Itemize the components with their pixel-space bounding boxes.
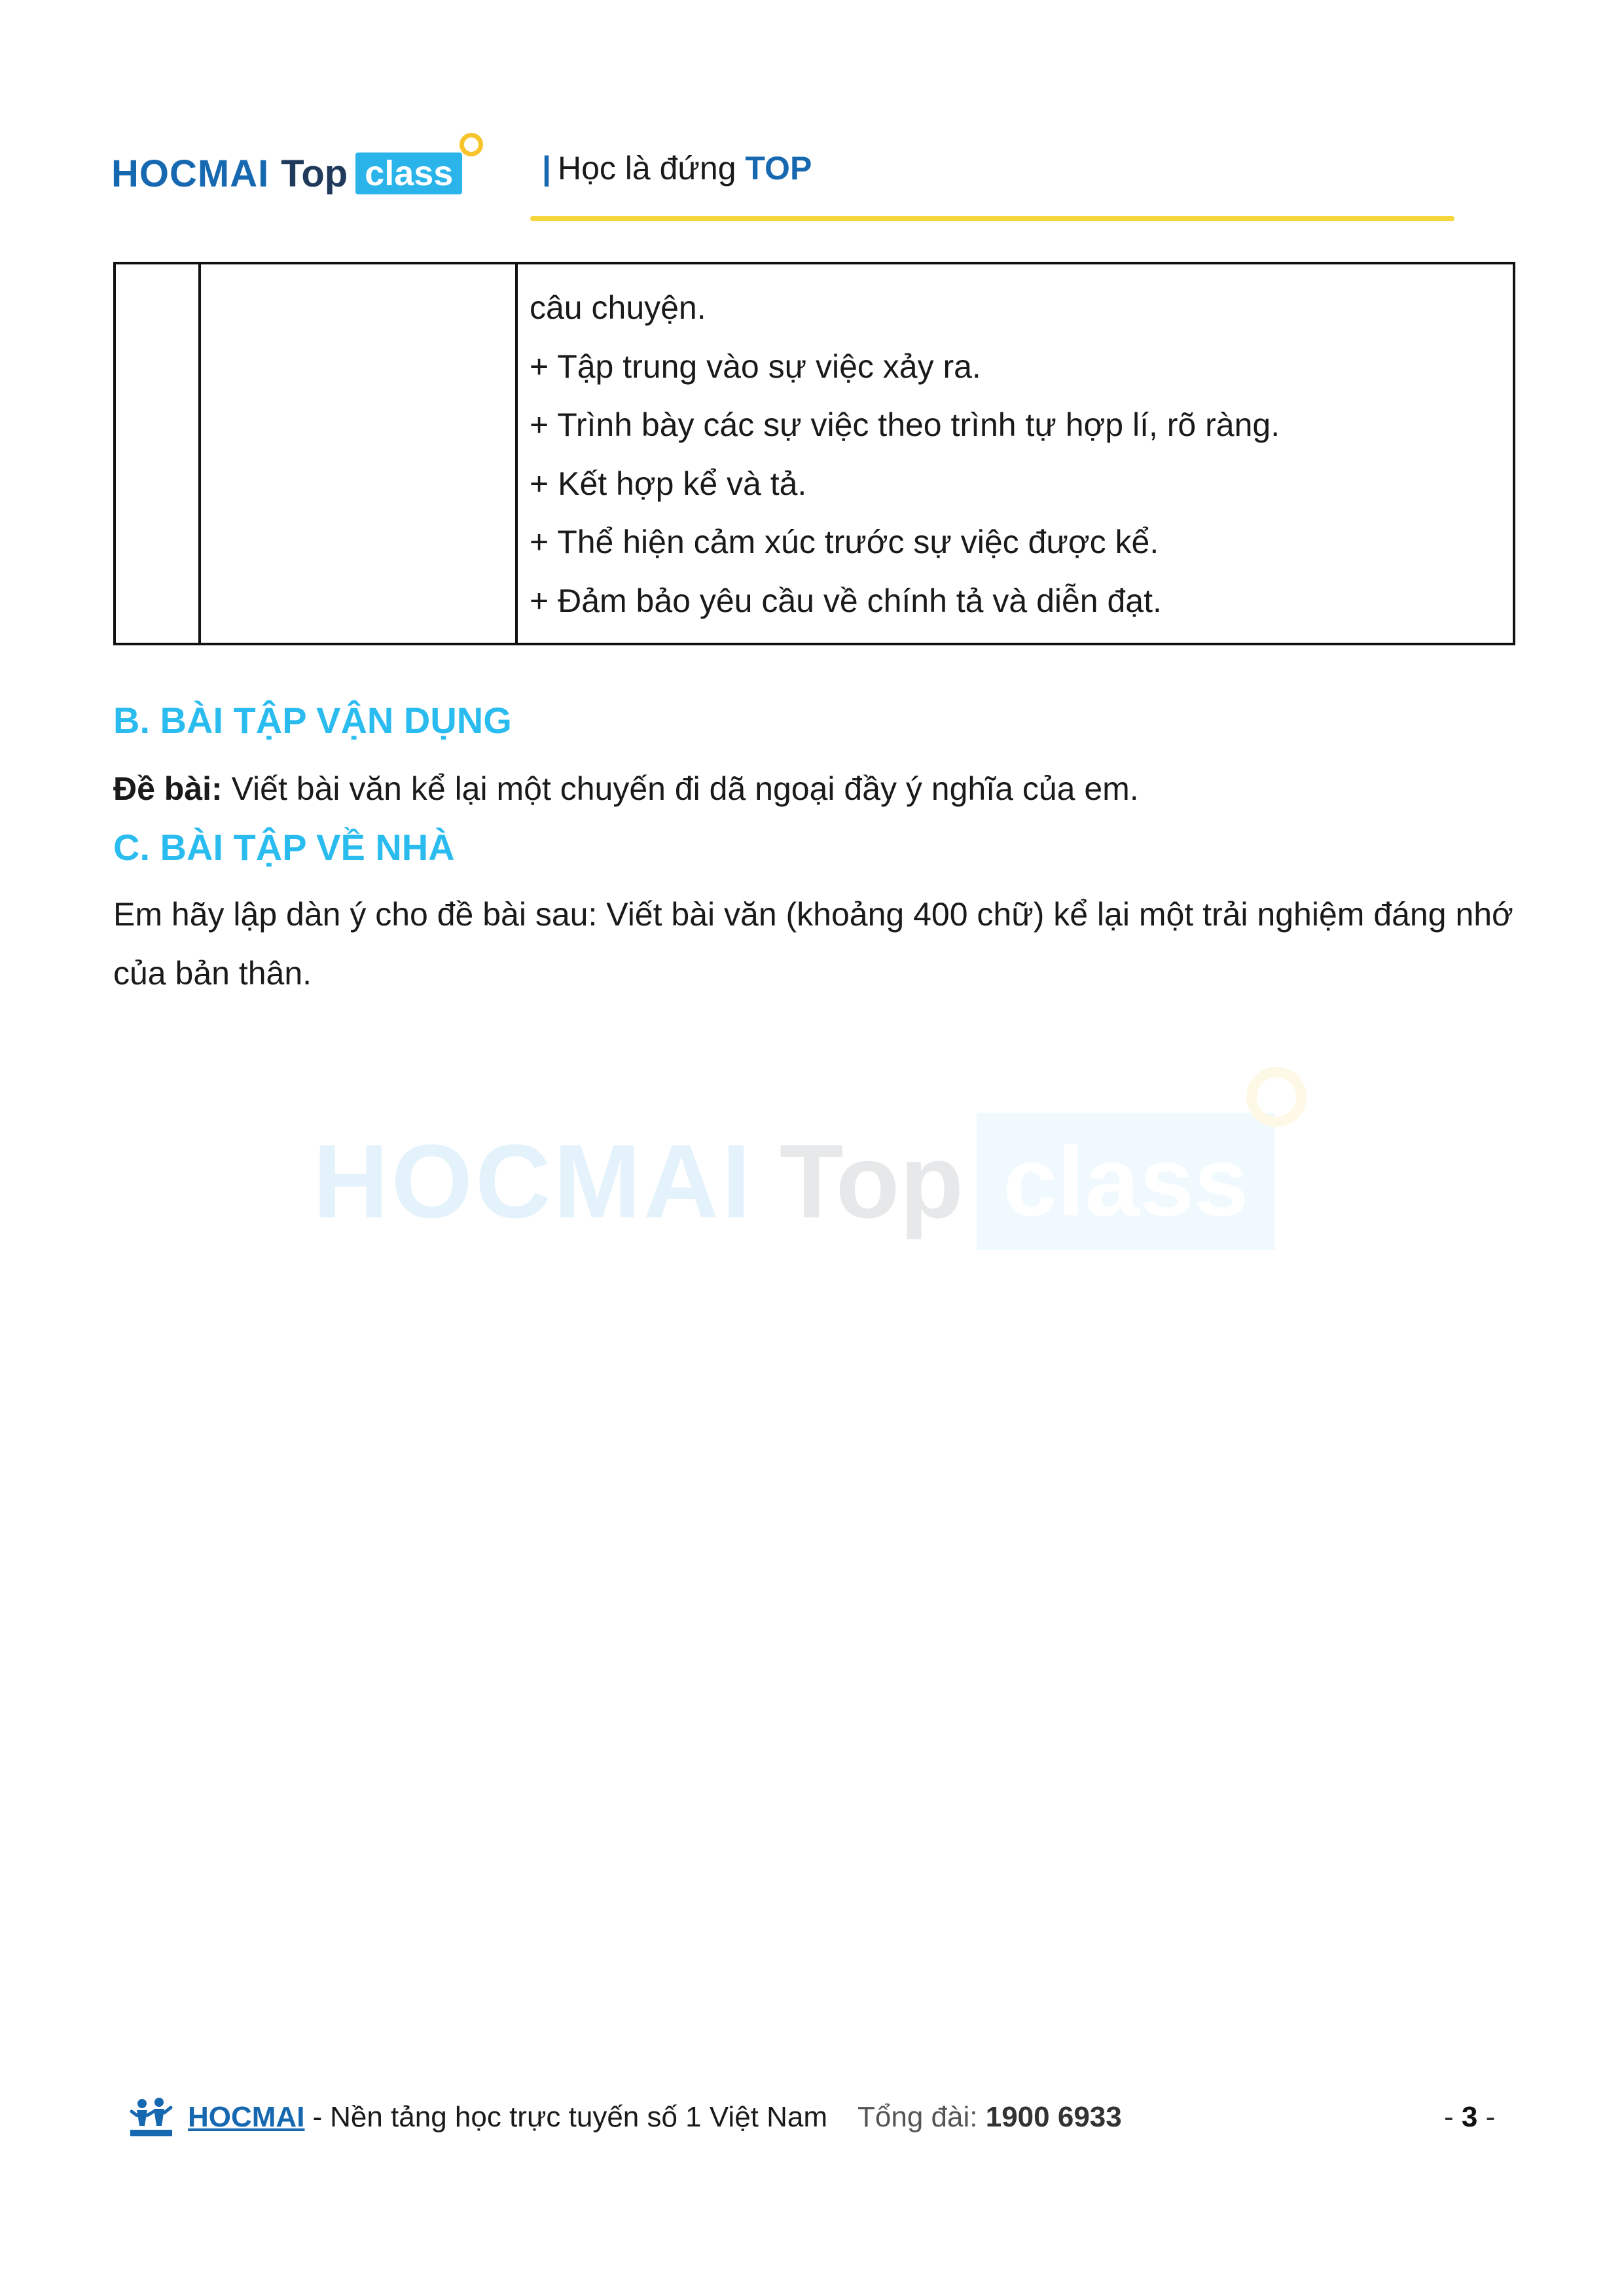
- footer-brand-link[interactable]: HOCMAI: [188, 2101, 305, 2133]
- hotline-label: Tổng đài:: [857, 2101, 978, 2133]
- hocmai-people-icon: [128, 2096, 175, 2139]
- tagline-bar: |: [542, 150, 551, 187]
- watermark-class-badge: [977, 1113, 1274, 1250]
- watermark-sun-icon: [1246, 1067, 1307, 1127]
- page-suffix: -: [1485, 2101, 1496, 2133]
- table-line: + Đảm bảo yêu cầu về chính tả và diễn đạt.: [530, 582, 1162, 619]
- footer-separator: -: [312, 2101, 323, 2133]
- watermark-logo: [313, 1113, 1275, 1250]
- section-b-heading: B. BÀI TẬP VẬN DỤNG: [113, 700, 512, 741]
- page-number-value: 3: [1461, 2101, 1478, 2133]
- table-line: + Trình bày các sự việc theo trình tự hợp lí, rõ ràng.: [530, 406, 1280, 443]
- table-line: + Thể hiện cảm xúc trước sự việc được kể.: [530, 524, 1159, 560]
- table-cell-topic: [201, 264, 518, 643]
- logo-top-text: Top: [281, 152, 348, 195]
- page-prefix: -: [1444, 2101, 1454, 2133]
- prompt-label: Đề bài:: [113, 770, 223, 807]
- watermark-class: class: [1003, 1126, 1249, 1236]
- section-c-heading: C. BÀI TẬP VỀ NHÀ: [113, 827, 455, 868]
- prompt-text: Viết bài văn kể lại một chuyến đi dã ngoại đầy ý nghĩa của em.: [231, 770, 1139, 807]
- tagline-text: Học là đứng: [558, 150, 736, 187]
- logo-class-text: class: [365, 154, 454, 193]
- header-logo: [111, 137, 462, 209]
- table-cell-content: [518, 264, 1513, 643]
- footer-hotline: [857, 2101, 1122, 2134]
- content-table: [113, 262, 1515, 645]
- table-line: + Kết hợp kể và tả.: [530, 465, 807, 502]
- sun-icon: [460, 133, 483, 156]
- table-cell-index: [116, 264, 201, 643]
- section-c-text: Em hãy lập dàn ý cho đề bài sau: Viết bài văn (khoảng 400 chữ) kể lại một trải nghiệm đáng nhớ của bản thân.: [113, 896, 1513, 992]
- page-footer: [128, 2094, 1122, 2140]
- watermark-hocmai: HOCMAI: [313, 1122, 753, 1240]
- watermark-top: Top: [779, 1122, 964, 1240]
- header-divider: [530, 216, 1454, 221]
- table-line: câu chuyện.: [530, 289, 706, 326]
- header-tagline: [542, 149, 812, 187]
- section-b-prompt: [113, 759, 1521, 818]
- tagline-emphasis: TOP: [745, 150, 812, 187]
- logo-class-badge: [355, 152, 462, 194]
- page-number: [1444, 2101, 1495, 2134]
- logo-hocmai-text: HOCMAI: [111, 152, 270, 195]
- footer-tagline: Nền tảng học trực tuyến số 1 Việt Nam: [330, 2101, 828, 2133]
- table-line: + Tập trung vào sự việc xảy ra.: [530, 348, 981, 385]
- hotline-number: 1900 6933: [985, 2101, 1122, 2133]
